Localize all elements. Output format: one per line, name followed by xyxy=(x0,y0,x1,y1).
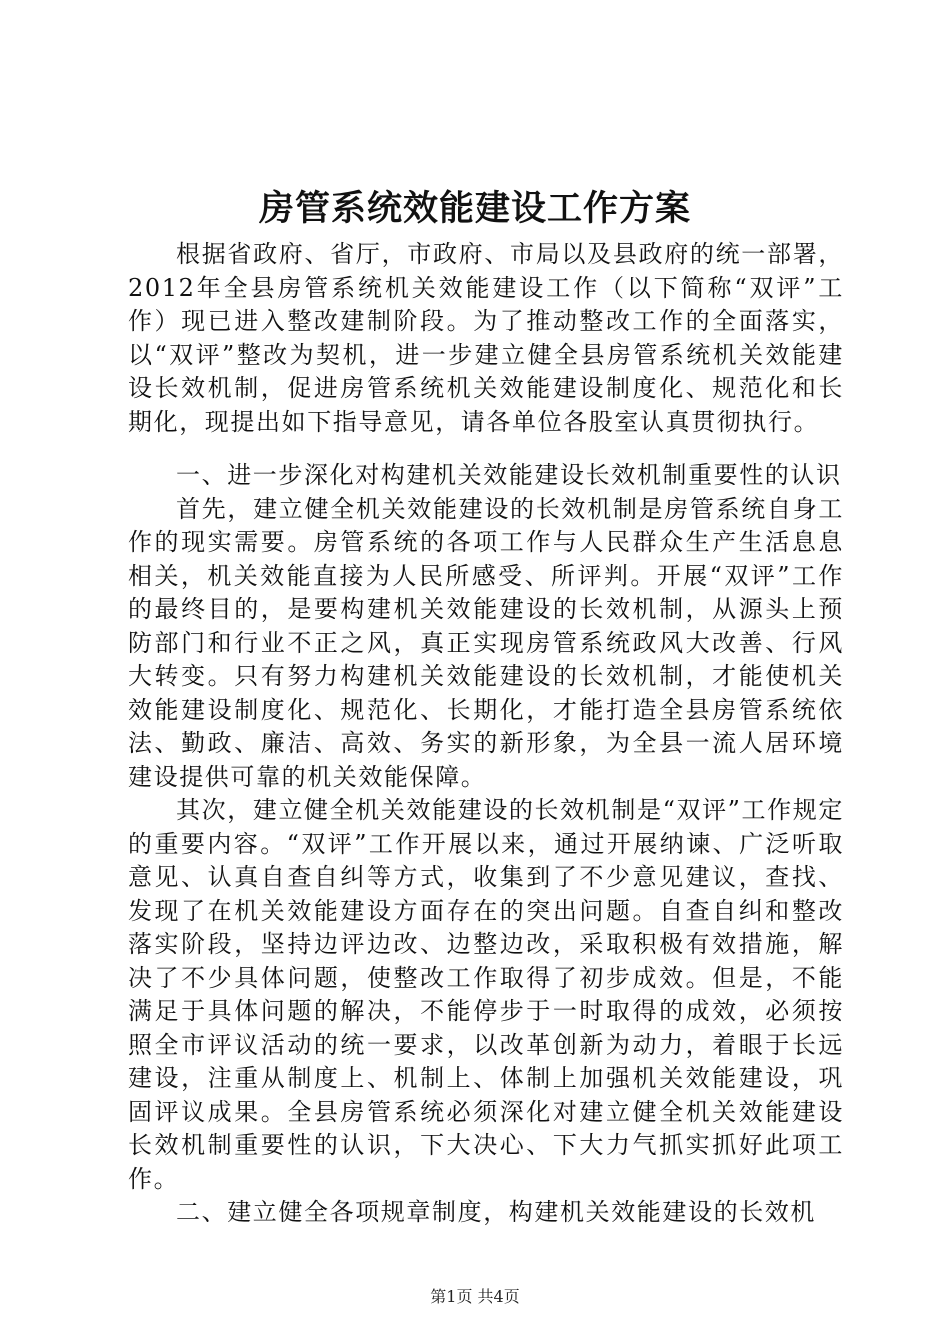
paragraph-second-point: 其次，建立健全机关效能建设的长效机制是“双评”工作规定的重要内容。“双评”工作开展以来，通过开展纳谏、广泛听取意见、认真自查自纠等方式，收集到了不少意见建议，查找、发现了在机关效能建设方面存在的突出问题。自查自纠和整改落实阶段，坚持边评边改、边整边改，采取积极有效措施，解决了不少具体问题，使整改工作取得了初步成效。但是，不能满足于具体问题的解决，不能停步于一时取得的成效，必须按照全市评议活动的统一要求，以改革创新为动力，着眼于长远建设，注重从制度上、机制上、体制上加强机关效能建设，巩固评议成果。全县房管系统必须深化对建立健全机关效能建设长效机制重要性的认识，下大决心、下大力气抓实抓好此项工作。 xyxy=(128,796,844,1193)
page-number-footer: 第1页 共4页 xyxy=(430,1287,520,1306)
section-heading-2: 二、建立健全各项规章制度，构建机关效能建设的长效机 xyxy=(176,1198,816,1226)
paragraph-first-point: 首先，建立健全机关效能建设的长效机制是房管系统自身工作的现实需要。房管系统的各项工作与人民群众生产生活息息相关，机关效能直接为人民所感受、所评判。开展“双评”工作的最终目的，是要构建机关效能建设的长效机制，从源头上预防部门和行业不正之风，真正实现房管系统政风大改善、行风大转变。只有努力构建机关效能建设的长效机制，才能使机关效能建设制度化、规范化、长期化，才能打造全县房管系统依法、勤政、廉洁、高效、务实的新形象，为全县一流人居环境建设提供可靠的机关效能保障。 xyxy=(128,494,844,791)
document-body xyxy=(128,238,844,1230)
document-title: 房管系统效能建设工作方案 xyxy=(258,188,691,229)
paragraph-intro: 根据省政府、省厅，市政府、市局以及县政府的统一部署，2012年全县房管系统机关效能建设工作（以下简称“双评”工作）现已进入整改建制阶段。为了推动整改工作的全面落实，以“双评”整改为契机，进一步建立健全县房管系统机关效能建设长效机制，促进房管系统机关效能建设制度化、规范化和长期化，现提出如下指导意见，请各单位各股室认真贯彻执行。 xyxy=(128,240,844,436)
section-heading-1: 一、进一步深化对构建机关效能建设长效机制重要性的认识 xyxy=(176,461,842,489)
paragraph-spacer xyxy=(128,439,844,459)
